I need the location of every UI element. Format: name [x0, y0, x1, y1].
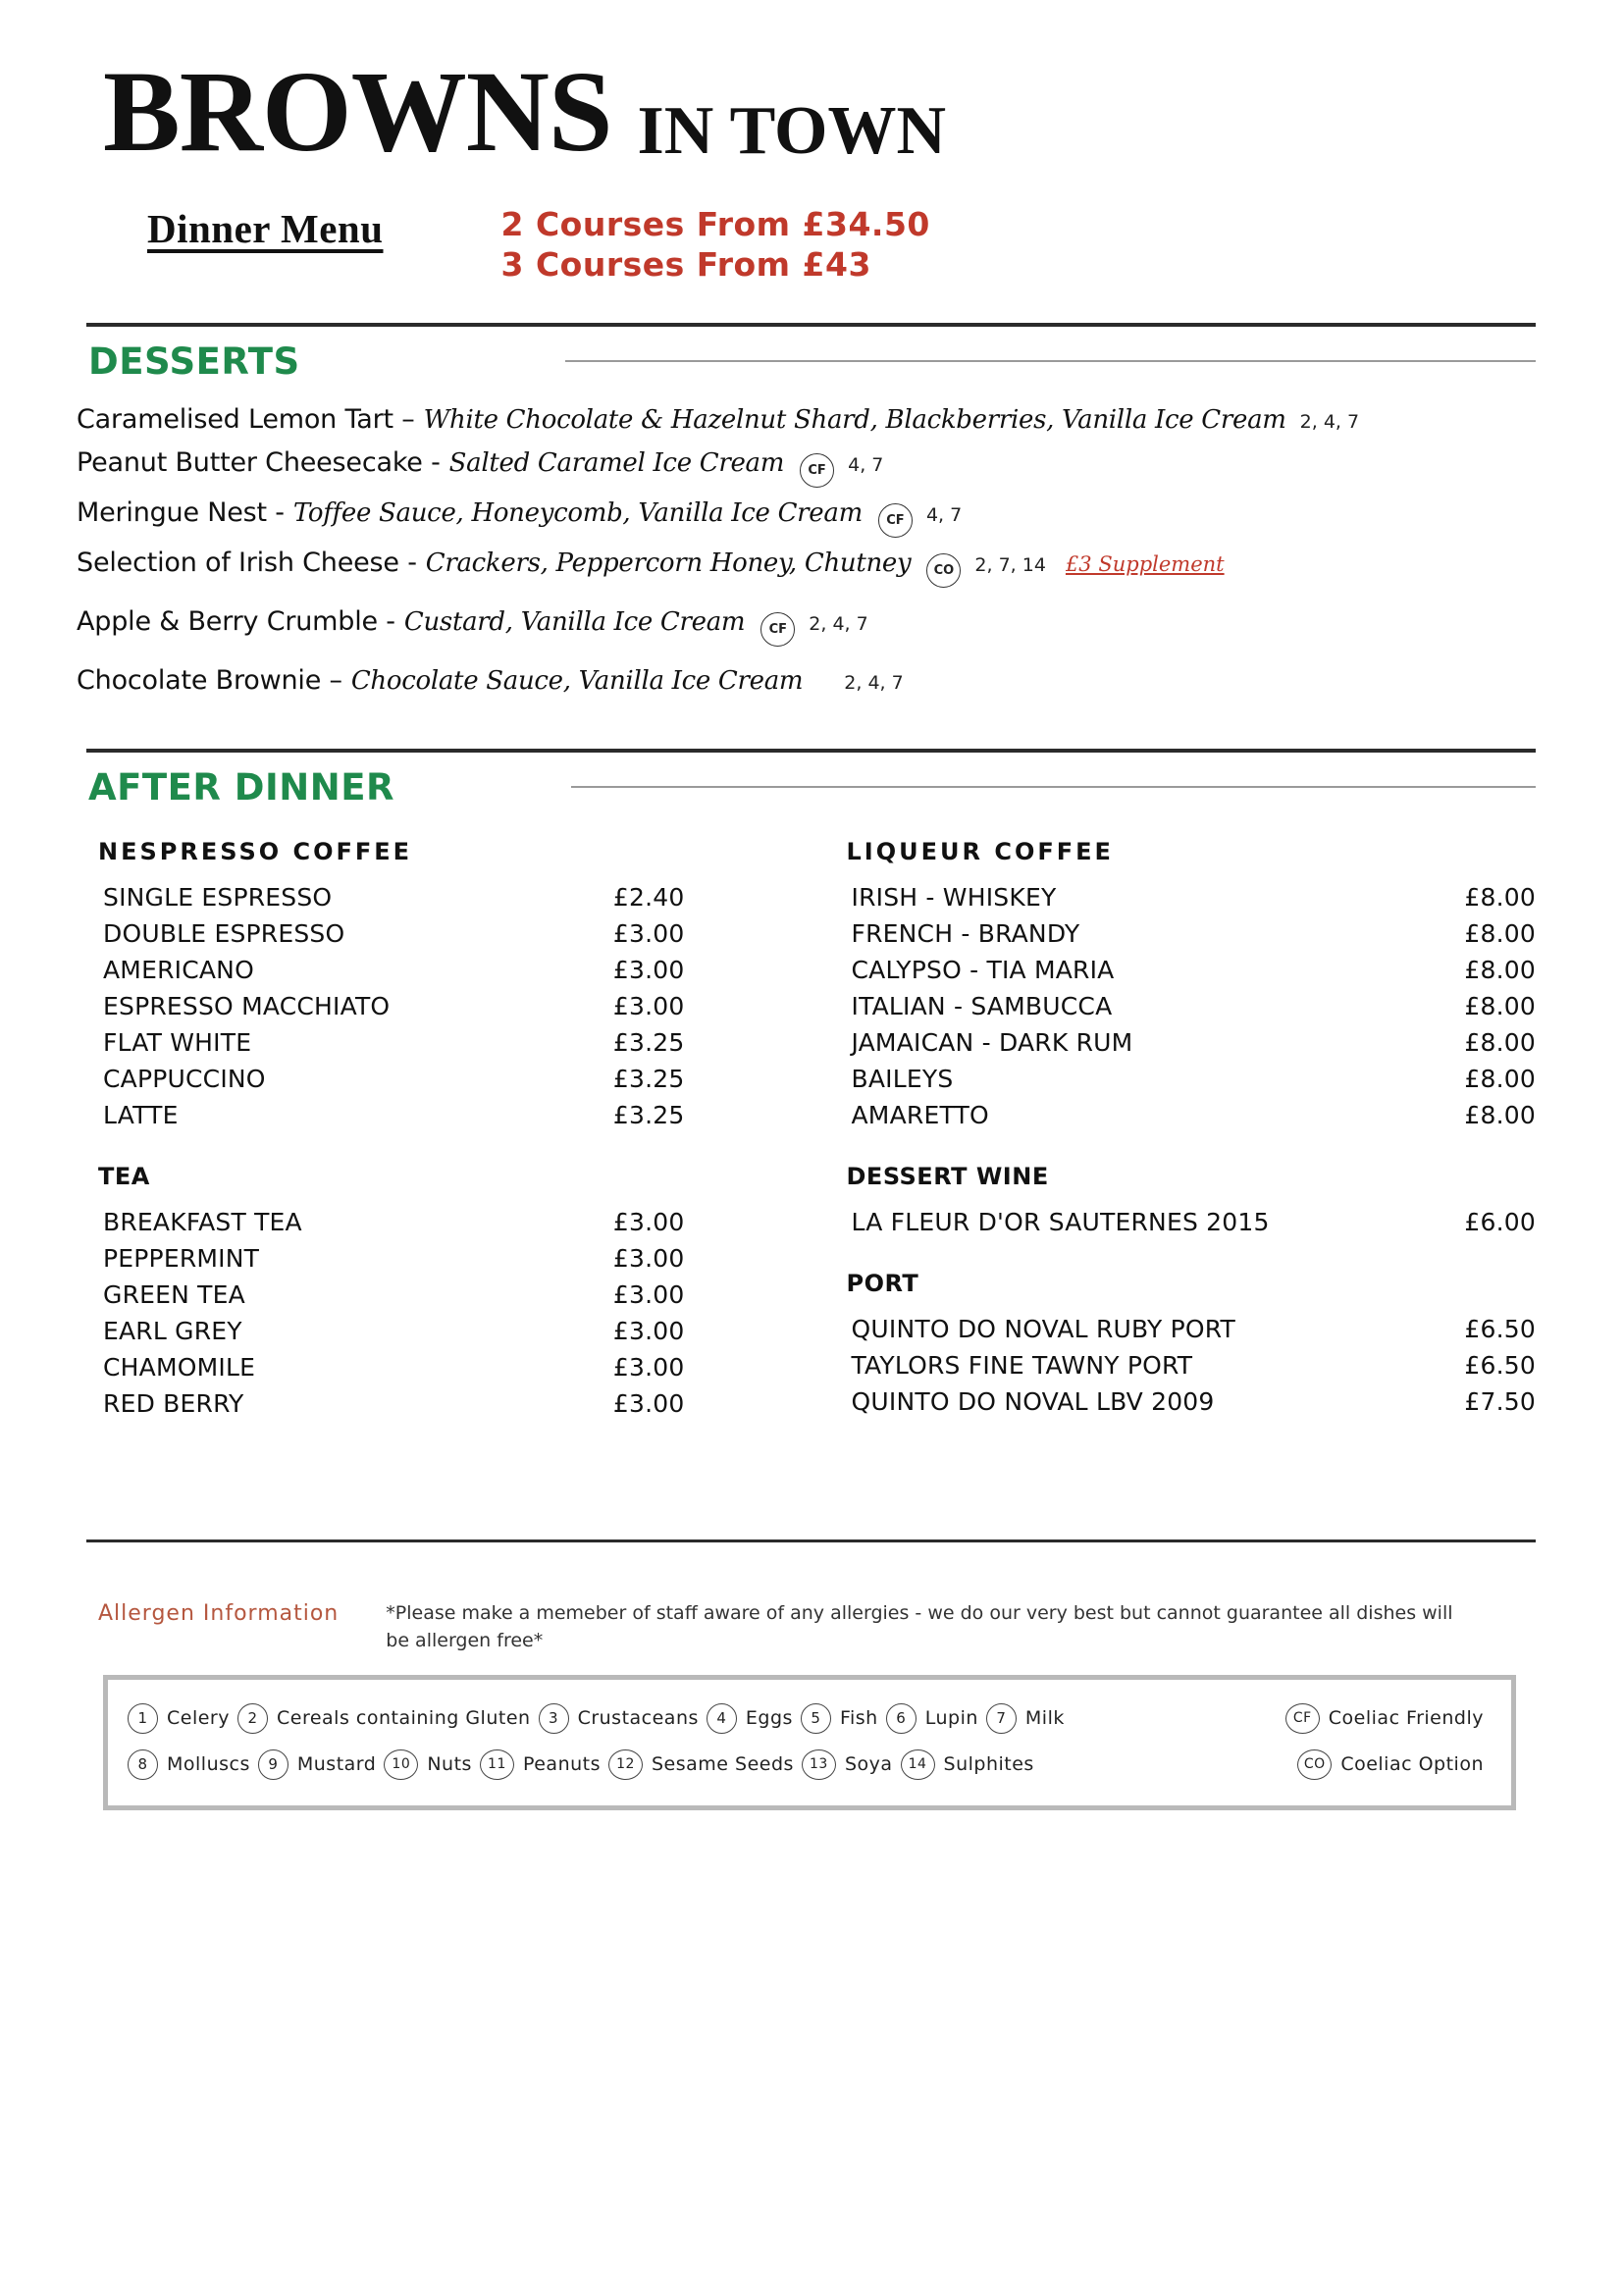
title-row	[0, 205, 1624, 286]
drink-name: AMARETTO	[851, 1100, 989, 1129]
price-line-two-courses: 2 Courses From £34.50	[500, 205, 930, 243]
dish-description: Custard, Vanilla Ice Cream	[403, 606, 746, 637]
drink-price: £3.00	[612, 1243, 685, 1273]
drink-price: £8.00	[1464, 955, 1536, 984]
drink-price: £8.00	[1464, 1100, 1536, 1129]
drink-price: £8.00	[1464, 1064, 1536, 1093]
drink-row	[98, 1061, 788, 1097]
dish-name: Peanut Butter Cheesecake -	[77, 446, 441, 478]
drink-row	[98, 988, 788, 1024]
drink-row	[847, 1204, 1537, 1240]
dish-name: Chocolate Brownie –	[77, 664, 342, 696]
divider-footer	[86, 1539, 1536, 1542]
drinks-column-right	[788, 838, 1537, 1422]
dish-description: Chocolate Sauce, Vanilla Ice Cream	[350, 665, 804, 696]
allergen-header	[98, 1599, 1536, 1655]
group-title-liqueur-coffee: LIQUEUR COFFEE	[846, 837, 1114, 865]
drink-price: £8.00	[1464, 882, 1536, 912]
drink-row	[847, 1097, 1537, 1133]
dish-description: White Chocolate & Hazelnut Shard, Blackberries, Vanilla Ice Cream	[423, 404, 1286, 435]
drink-row	[98, 1097, 788, 1133]
allergen-key-item	[480, 1749, 601, 1780]
drink-price: £3.00	[612, 1352, 685, 1382]
drink-price: £3.25	[612, 1064, 685, 1093]
menu-item	[77, 606, 1565, 644]
drink-name: RED BERRY	[103, 1388, 244, 1418]
drink-name: ITALIAN - SAMBUCCA	[851, 991, 1113, 1020]
dish-allergens: 4, 7	[925, 503, 963, 526]
allergen-label: Sulphites	[943, 1753, 1034, 1776]
drink-row	[98, 879, 788, 915]
allergen-code-icon: 10	[384, 1749, 418, 1780]
drink-price: £7.50	[1464, 1386, 1536, 1416]
allergen-code-icon: 2	[237, 1703, 268, 1734]
coeliac-option-icon: CO	[926, 553, 961, 588]
allergen-label: Sesame Seeds	[652, 1753, 794, 1776]
allergen-key-row	[128, 1696, 1492, 1742]
drink-price: £3.00	[612, 918, 685, 948]
drink-price: £3.00	[612, 991, 685, 1020]
allergen-code-icon: 4	[707, 1703, 737, 1734]
allergen-code-icon: 7	[986, 1703, 1017, 1734]
coeliac-friendly-icon: CF	[878, 503, 913, 538]
allergen-key-item	[128, 1749, 250, 1780]
allergen-key-item	[1285, 1703, 1484, 1734]
drink-row	[98, 952, 788, 988]
drink-price: £8.00	[1464, 918, 1536, 948]
allergen-key-row	[128, 1742, 1492, 1788]
coeliac-friendly-icon: CF	[800, 453, 834, 488]
drink-name: QUINTO DO NOVAL RUBY PORT	[851, 1314, 1235, 1343]
drink-name: CALYPSO - TIA MARIA	[851, 955, 1115, 984]
drink-name: QUINTO DO NOVAL LBV 2009	[851, 1386, 1215, 1416]
section-rule	[571, 786, 1536, 788]
section-header-desserts	[88, 340, 1536, 383]
drink-price: £6.50	[1464, 1314, 1536, 1343]
drink-row	[98, 1024, 788, 1061]
drink-row	[847, 915, 1537, 952]
drink-row	[98, 1385, 788, 1422]
allergen-code-icon: 3	[539, 1703, 569, 1734]
dish-description: Salted Caramel Ice Cream	[448, 447, 785, 478]
allergen-code-icon: 5	[801, 1703, 831, 1734]
drink-price: £3.25	[612, 1027, 685, 1057]
drinks-column-left	[98, 838, 788, 1422]
brand-name: BROWNS	[103, 47, 612, 176]
drink-price: £6.50	[1464, 1350, 1536, 1380]
allergen-key-item	[608, 1749, 794, 1780]
drink-name: ESPRESSO MACCHIATO	[103, 991, 391, 1020]
group-title-port: PORT	[846, 1269, 919, 1297]
dish-description: Crackers, Peppercorn Honey, Chutney	[425, 548, 912, 578]
dish-name: Apple & Berry Crumble -	[77, 605, 395, 637]
page-title: Dinner Menu	[147, 206, 384, 251]
dish-name: Selection of Irish Cheese -	[77, 547, 417, 578]
dish-allergens: 2, 4, 7	[1299, 410, 1360, 433]
drink-price: £8.00	[1464, 991, 1536, 1020]
coeliac-friendly-icon: CF	[760, 612, 795, 647]
allergen-label: Cereals containing Gluten	[276, 1707, 531, 1730]
drink-row	[847, 1061, 1537, 1097]
drink-group-port	[847, 1311, 1537, 1420]
drink-name: PEPPERMINT	[103, 1243, 260, 1273]
allergen-code-icon: 6	[886, 1703, 917, 1734]
allergen-key-item	[128, 1703, 230, 1734]
drink-row	[847, 1383, 1537, 1420]
drink-name: FLAT WHITE	[103, 1027, 252, 1057]
allergen-key-item	[384, 1749, 472, 1780]
brand-location: IN TOWN	[637, 93, 946, 169]
allergen-key-item	[886, 1703, 978, 1734]
dish-name: Meringue Nest -	[77, 496, 285, 528]
allergen-key-box	[103, 1675, 1516, 1810]
menu-item	[77, 665, 1565, 696]
drink-row	[847, 1024, 1537, 1061]
menu-item	[77, 447, 1565, 485]
drink-row	[847, 952, 1537, 988]
price-line-three-courses: 3 Courses From £43	[500, 244, 871, 284]
section-header-after-dinner	[88, 766, 1536, 809]
dish-allergens: 2, 7, 14	[974, 553, 1046, 576]
drink-name: DOUBLE ESPRESSO	[103, 918, 345, 948]
allergen-code-icon: 14	[901, 1749, 935, 1780]
coeliac-friendly-icon: CF	[1285, 1703, 1320, 1734]
allergen-label: Crustaceans	[577, 1707, 699, 1730]
allergen-label: Fish	[839, 1707, 878, 1730]
allergen-label: Eggs	[745, 1707, 793, 1730]
drink-name: SINGLE ESPRESSO	[103, 882, 333, 912]
menu-item	[77, 497, 1565, 535]
allergen-code-icon: 1	[128, 1703, 158, 1734]
drink-name: BREAKFAST TEA	[103, 1207, 302, 1236]
drink-row	[98, 915, 788, 952]
allergen-key-item	[802, 1749, 893, 1780]
drinks-columns	[98, 838, 1536, 1422]
drink-group-dessert-wine	[847, 1204, 1537, 1240]
drink-name: EARL GREY	[103, 1316, 242, 1345]
group-title-nespresso: NESPRESSO COFFEE	[98, 837, 413, 865]
group-title-tea: TEA	[98, 1162, 150, 1190]
allergen-key-item	[1297, 1749, 1484, 1780]
dish-supplement: £3 Supplement	[1065, 551, 1225, 576]
drink-group-liqueur-coffee	[847, 879, 1537, 1133]
drink-price: £2.40	[612, 882, 685, 912]
allergen-label: Peanuts	[522, 1753, 601, 1776]
price-summary	[501, 205, 930, 286]
allergen-code-icon: 9	[258, 1749, 288, 1780]
allergen-title: Allergen Information	[98, 1600, 340, 1626]
drink-name: AMERICANO	[103, 955, 254, 984]
drink-price: £3.00	[612, 1316, 685, 1345]
drink-name: TAYLORS FINE TAWNY PORT	[851, 1350, 1193, 1380]
drink-price: £3.25	[612, 1100, 685, 1129]
group-title-dessert-wine: DESSERT WINE	[846, 1162, 1049, 1190]
drink-name: BAILEYS	[851, 1064, 954, 1093]
drink-row	[847, 988, 1537, 1024]
allergen-code-icon: 13	[802, 1749, 836, 1780]
after-dinner-section	[0, 749, 1624, 1422]
drink-price: £6.00	[1464, 1207, 1536, 1236]
drink-row	[847, 1347, 1537, 1383]
allergen-label: Celery	[167, 1707, 230, 1730]
drink-price: £3.00	[612, 1388, 685, 1418]
drink-group-tea	[98, 1204, 788, 1422]
allergen-code-icon: 11	[480, 1749, 514, 1780]
divider-top	[86, 323, 1536, 327]
section-title-after-dinner: AFTER DINNER	[88, 765, 394, 809]
drink-price: £3.00	[612, 955, 685, 984]
allergen-key-item	[258, 1749, 376, 1780]
drink-name: GREEN TEA	[103, 1279, 245, 1309]
drink-group-nespresso	[98, 879, 788, 1133]
section-rule	[565, 360, 1536, 362]
drink-price: £8.00	[1464, 1027, 1536, 1057]
drink-price: £3.00	[612, 1207, 685, 1236]
allergen-label: Nuts	[427, 1753, 472, 1776]
drink-row	[98, 1240, 788, 1277]
dessert-list	[77, 404, 1624, 696]
allergen-label: Lupin	[924, 1707, 978, 1730]
drink-name: CAPPUCCINO	[103, 1064, 266, 1093]
dish-description: Toffee Sauce, Honeycomb, Vanilla Ice Cream	[292, 497, 863, 528]
menu-item	[77, 404, 1565, 435]
allergen-note: *Please make a memeber of staff aware of any allergies - we do our very best but cannot guarantee all dishes will be allergen free*	[386, 1601, 1453, 1652]
allergen-label: Coeliac Friendly	[1328, 1707, 1484, 1730]
drink-price: £3.00	[612, 1279, 685, 1309]
drink-row	[98, 1313, 788, 1349]
coeliac-option-icon: CO	[1297, 1749, 1332, 1780]
dish-allergens: 2, 4, 7	[844, 671, 904, 694]
drink-row	[98, 1349, 788, 1385]
divider-after-dinner	[86, 749, 1536, 753]
allergen-key-item	[707, 1703, 793, 1734]
allergen-key-item	[237, 1703, 531, 1734]
allergen-label: Coeliac Option	[1340, 1753, 1484, 1776]
dish-allergens: 2, 4, 7	[809, 612, 868, 635]
masthead	[0, 0, 1624, 176]
allergen-label: Milk	[1024, 1707, 1065, 1730]
allergen-code-icon: 8	[128, 1749, 158, 1780]
allergen-key-item	[901, 1749, 1034, 1780]
dish-allergens: 4, 7	[848, 453, 884, 476]
drink-name: FRENCH - BRANDY	[851, 918, 1080, 948]
drink-row	[98, 1204, 788, 1240]
allergen-key-item	[986, 1703, 1065, 1734]
allergen-key-item	[539, 1703, 699, 1734]
allergen-label: Mustard	[296, 1753, 377, 1776]
section-title-desserts: DESSERTS	[88, 339, 300, 383]
drink-name: LA FLEUR D'OR SAUTERNES 2015	[851, 1207, 1270, 1236]
dish-name: Caramelised Lemon Tart –	[77, 403, 415, 435]
allergen-code-icon: 12	[608, 1749, 643, 1780]
allergen-label: Molluscs	[167, 1753, 250, 1776]
drink-row	[847, 1311, 1537, 1347]
drink-row	[847, 879, 1537, 915]
drink-name: JAMAICAN - DARK RUM	[851, 1027, 1133, 1057]
drink-name: LATTE	[103, 1100, 179, 1129]
drink-name: CHAMOMILE	[103, 1352, 256, 1382]
allergen-key-item	[801, 1703, 878, 1734]
menu-item	[77, 548, 1565, 585]
allergen-label: Soya	[844, 1753, 893, 1776]
drink-row	[98, 1277, 788, 1313]
drink-name: IRISH - WHISKEY	[851, 882, 1057, 912]
